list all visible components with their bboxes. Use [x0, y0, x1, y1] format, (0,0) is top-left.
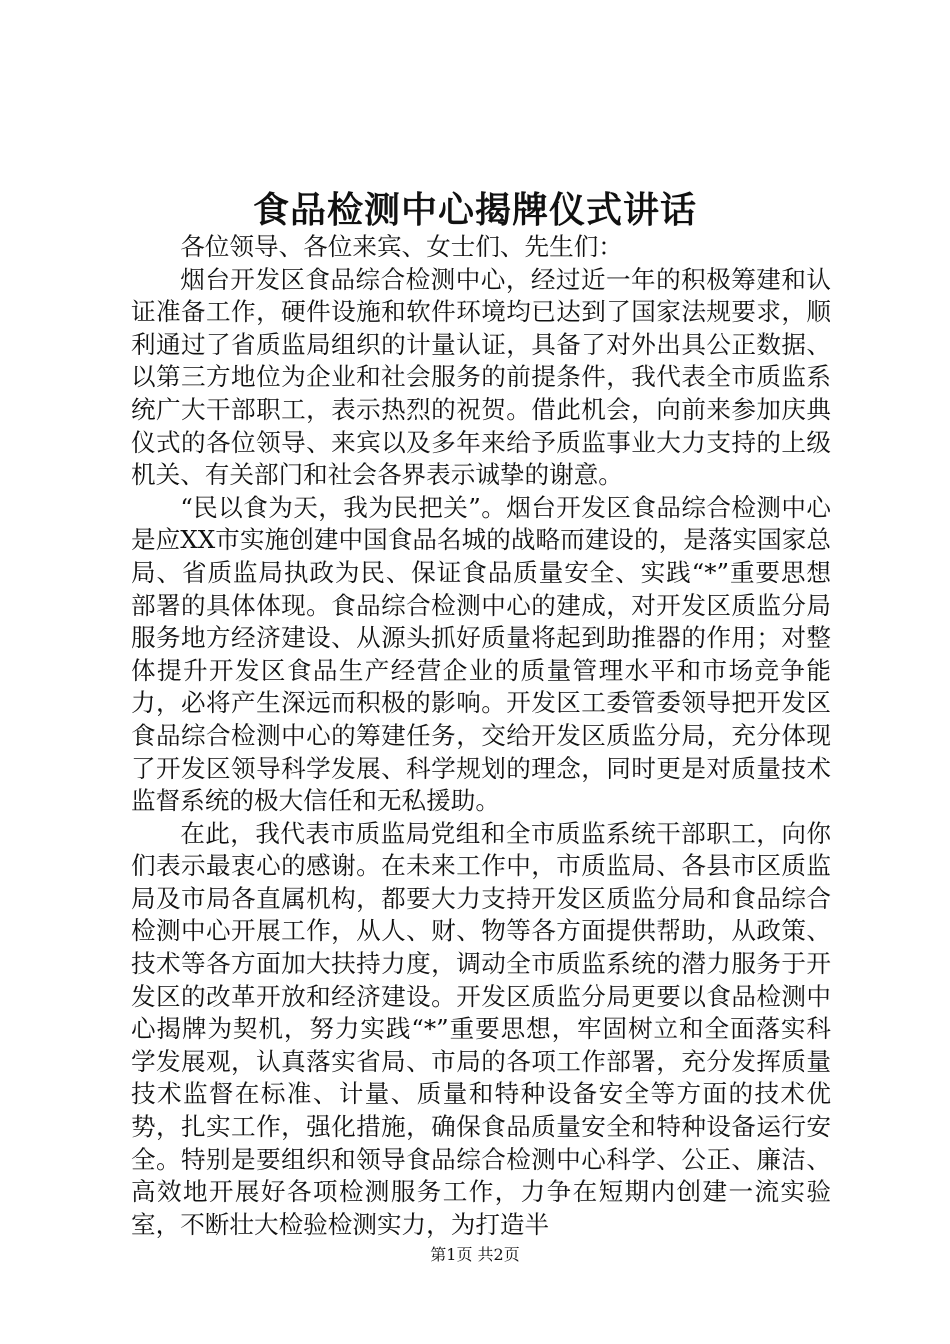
- paragraph-3: 在此，我代表市质监局党组和全市质监系统干部职工，向你们表示最衷心的感谢。在未来工作中，市质监局、各县市区质监局及市局各直属机构，都要大力支持开发区质监分局和食品综合检测中心开展工作，从人、财、物等各方面提供帮助，从政策、技术等各方面加大扶持力度，调动全市质监系统的潜力服务于开发区的改革开放和经济建设。开发区质监分局更要以食品检测中心揭牌为契机，努力实践“*”重要思想，牢固树立和全面落实科学发展观，认真落实省局、市局的各项工作部署，充分发挥质量技术监督在标准、计量、质量和特种设备安全等方面的技术优势，扎实工作，强化措施，确保食品质量安全和特种设备运行安全。特别是要组织和领导食品综合检测中心科学、公正、廉洁、高效地开展好各项检测服务工作，力争在短期内创建一流实验室，不断壮大检验检测实力，为打造半: [131, 818, 831, 1239]
- paragraph-1: 烟台开发区食品综合检测中心，经过近一年的积极筹建和认证准备工作，硬件设施和软件环境均已达到了国家法规要求，顺利通过了省质监局组织的计量认证，具备了对外出具公正数据、以第三方地位为企业和社会服务的前提条件，我代表全市质监系统广大干部职工，表示热烈的祝贺。借此机会，向前来参加庆典仪式的各位领导、来宾以及多年来给予质监事业大力支持的上级机关、有关部门和社会各界表示诚挚的谢意。: [131, 264, 831, 490]
- greeting-line: 各位领导、各位来宾、女士们、先生们：: [180, 232, 623, 261]
- document-title: 食品检测中心揭牌仪式讲话: [252, 189, 697, 231]
- document-body: [131, 231, 831, 1241]
- paragraph-2: “民以食为天，我为民把关”。烟台开发区食品综合检测中心是应XX市实施创建中国食品名城的战略而建设的，是落实国家总局、省质监局执政为民、保证食品质量安全、实践“*”重要思想部署的具体体现。食品综合检测中心的建成，对开发区质监分局服务地方经济建设、从源头抓好质量将起到助推器的作用；对整体提升开发区食品生产经营企业的质量管理水平和市场竞争能力，必将产生深远而积极的影响。开发区工委管委领导把开发区食品综合检测中心的筹建任务，交给开发区质监分局，充分体现了开发区领导科学发展、科学规划的理念，同时更是对质量技术监督系统的极大信任和无私援助。: [131, 492, 831, 816]
- page-number-footer: 第1页 共2页: [430, 1245, 520, 1264]
